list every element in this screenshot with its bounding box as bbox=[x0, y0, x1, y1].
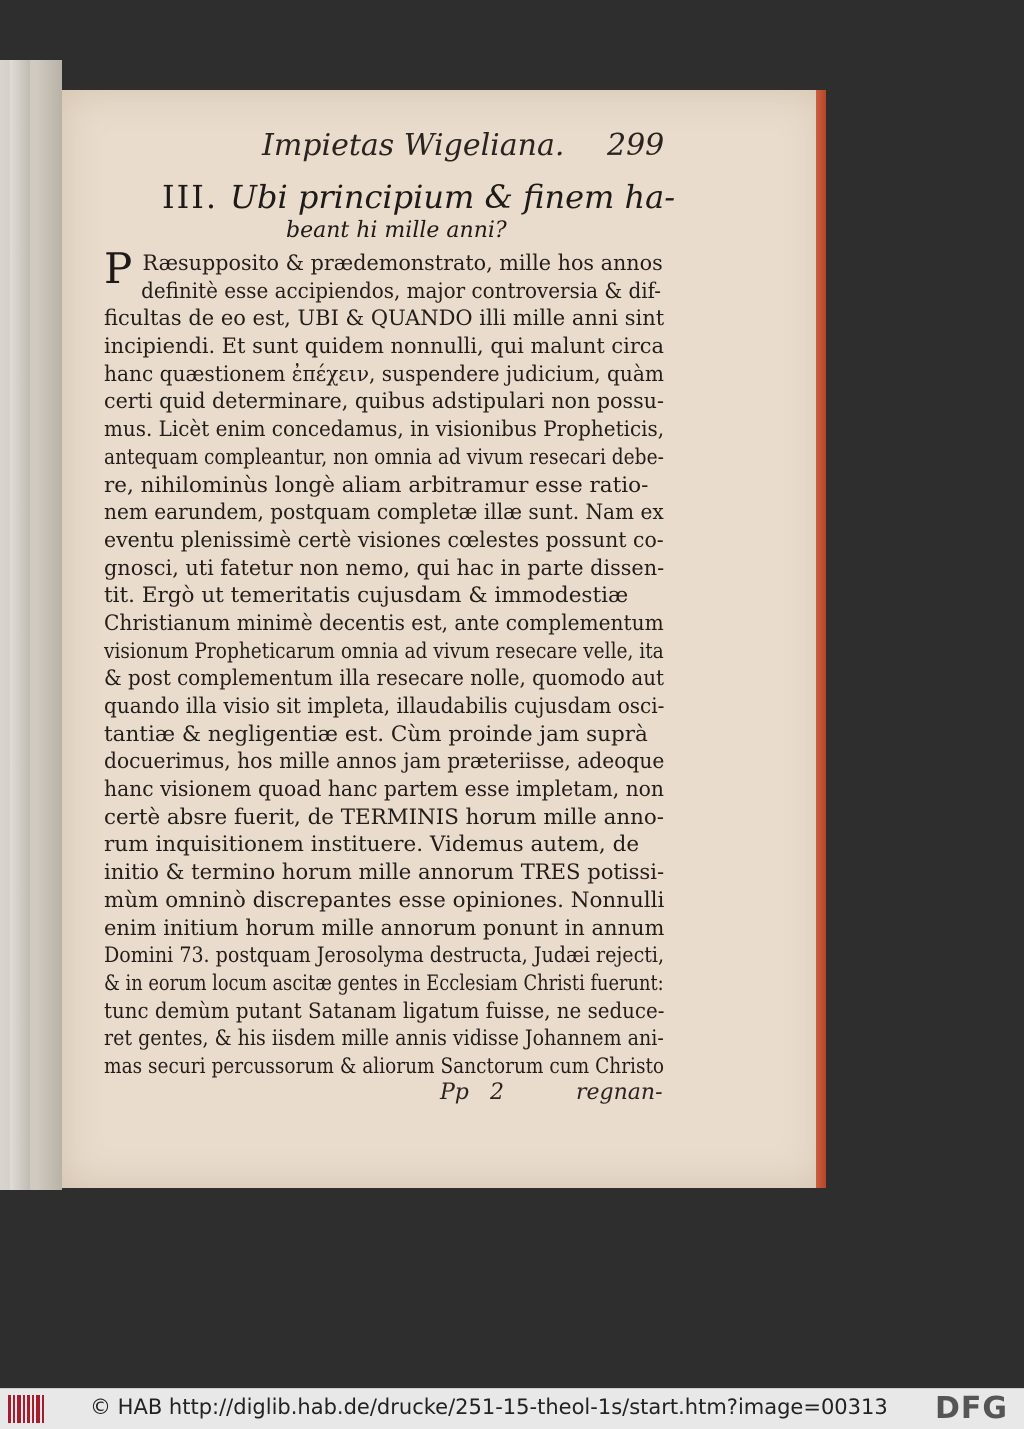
text-line: certè absre fuerit, de TERMINIS horum mille anno- bbox=[104, 804, 665, 830]
catchword: regnan- bbox=[576, 1080, 663, 1105]
running-head-title: Impietas Wigeliana. bbox=[262, 128, 565, 163]
text-line: hanc quæstionem ἐπέχειν, suspendere judicium, quàm bbox=[104, 361, 664, 387]
text-line: quando illa visio sit impleta, illaudabilis cujusdam osci- bbox=[104, 694, 665, 719]
page-number: 299 bbox=[607, 128, 665, 163]
text-line: docuerimus, hos mille annos jam præteriisse, adeoque bbox=[104, 749, 665, 775]
barcode-icon bbox=[8, 1395, 44, 1423]
drop-cap: P bbox=[104, 244, 133, 293]
text-line: Ræsupposito & prædemonstrato, mille hos annos bbox=[142, 251, 663, 276]
text-line: Domini 73. postquam Jerosolyma destructa, Judæi rejecti, bbox=[104, 943, 665, 969]
text-line: nem earundem, postquam completæ illæ sunt. Nam ex bbox=[104, 500, 664, 526]
text-line: mùm omninò discrepantes esse opiniones. Nonnulli bbox=[104, 887, 665, 913]
footer-bar bbox=[0, 1388, 1024, 1429]
dfg-logo: DFG bbox=[935, 1391, 1009, 1426]
text-line: tantiæ & negligentiæ est. Cùm proinde jam suprà bbox=[104, 721, 648, 747]
text-line: Christianum minimè decentis est, ante complementum bbox=[104, 610, 664, 636]
text-line: initio & termino horum mille annorum TRES potissi- bbox=[104, 860, 665, 886]
text-line: tit. Ergò ut temeritatis cujusdam & immodestiæ bbox=[104, 583, 629, 609]
text-line: ret gentes, & his iisdem mille annis vidisse Johannem ani- bbox=[104, 1026, 664, 1052]
text-line: gnosci, uti fatetur non nemo, qui hac in parte dissen- bbox=[104, 555, 665, 581]
text-line: incipiendi. Et sunt quidem nonnulli, qui malunt circa bbox=[104, 334, 664, 360]
text-line: mus. Licèt enim concedamus, in visionibus Propheticis, bbox=[104, 417, 665, 443]
text-line: & post complementum illa resecare nolle, quomodo aut bbox=[104, 666, 664, 692]
signature-number: 2 bbox=[490, 1080, 504, 1105]
text-line: enim initium horum mille annorum ponunt in annum bbox=[104, 915, 665, 941]
text-line: definitè esse accipiendos, major controversia & dif- bbox=[141, 278, 661, 304]
signature-mark: Pp bbox=[440, 1080, 469, 1105]
chapter-number: III. bbox=[162, 178, 219, 216]
chapter-title-line-2: beant hi mille anni? bbox=[286, 218, 507, 243]
chapter-title-line-1: Ubi principium & finem ha- bbox=[230, 178, 676, 216]
body-text bbox=[104, 244, 665, 1081]
text-line: ficultas de eo est, UBI & QUANDO illi mille anni sint bbox=[104, 306, 665, 332]
citation-link[interactable]: © HAB http://diglib.hab.de/drucke/251-15-theol-1s/start.htm?image=00313 bbox=[90, 1395, 888, 1419]
text-line: visionum Propheticarum omnia ad vivum resecare velle, ita bbox=[104, 638, 664, 664]
text-line: rum inquisitionem instituere. Videmus autem, de bbox=[104, 832, 640, 858]
text-line: antequam compleantur, non omnia ad vivum resecari debe- bbox=[104, 444, 664, 470]
text-line: mas securi percussorum & aliorum Sanctorum cum Christo bbox=[104, 1053, 665, 1079]
running-head bbox=[262, 128, 665, 168]
text-line: hanc visionem quoad hanc partem esse impletam, non bbox=[104, 777, 664, 803]
previous-page-edge bbox=[10, 60, 30, 1190]
page-red-edge bbox=[816, 90, 826, 1188]
text-line: re, nihilominùs longè aliam arbitramur esse ratio- bbox=[104, 472, 649, 498]
text-line: tunc demùm putant Satanam ligatum fuisse, ne seduce- bbox=[104, 998, 665, 1024]
text-line: & in eorum locum ascitæ gentes in Ecclesiam Christi fuerunt: bbox=[104, 970, 664, 996]
text-line: certi quid determinare, quibus adstipulari non possu- bbox=[104, 389, 664, 415]
text-line: eventu plenissimè certè visiones cœlestes possunt co- bbox=[104, 527, 664, 553]
